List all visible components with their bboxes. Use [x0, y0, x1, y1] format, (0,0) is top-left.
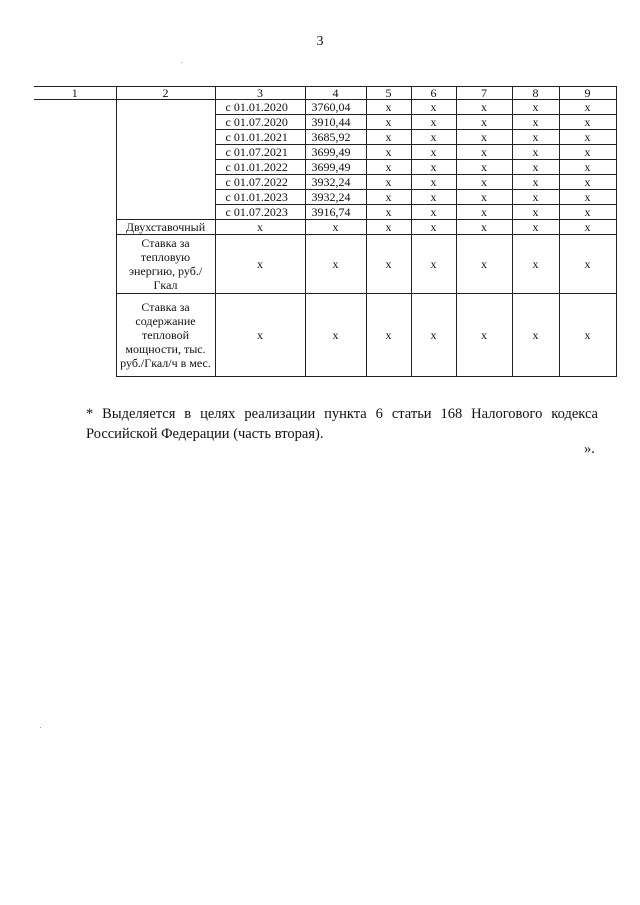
- column-header: 7: [456, 87, 512, 100]
- value-cell: 3932,24: [305, 190, 366, 205]
- period-cell: с 01.01.2022: [215, 160, 305, 175]
- period-cell: с 01.01.2021: [215, 130, 305, 145]
- x-mark-cell: x: [456, 160, 512, 175]
- x-mark-cell: x: [512, 220, 559, 235]
- value-cell: 3699,49: [305, 160, 366, 175]
- value-cell: 3932,24: [305, 175, 366, 190]
- x-mark-cell: x: [366, 130, 411, 145]
- x-mark-cell: x: [366, 115, 411, 130]
- column-header: 4: [305, 87, 366, 100]
- x-mark-cell: x: [512, 175, 559, 190]
- rate-label-cell: Двухставочный: [116, 220, 215, 235]
- period-cell: с 01.07.2021: [215, 145, 305, 160]
- x-mark-cell: x: [512, 190, 559, 205]
- x-mark-cell: x: [512, 294, 559, 377]
- period-cell: с 01.01.2020: [215, 100, 305, 115]
- period-cell: с 01.07.2022: [215, 175, 305, 190]
- x-mark-cell: x: [366, 100, 411, 115]
- period-row: [34, 100, 616, 115]
- page-number: 3: [316, 34, 324, 49]
- x-mark-cell: x: [411, 294, 456, 377]
- value-cell: 3685,92: [305, 130, 366, 145]
- x-mark-cell: x: [456, 100, 512, 115]
- x-mark-cell: x: [559, 190, 616, 205]
- x-mark-cell: x: [456, 294, 512, 377]
- x-mark-cell: x: [559, 160, 616, 175]
- x-mark-cell: x: [512, 115, 559, 130]
- value-cell: 3760,04: [305, 100, 366, 115]
- x-mark-cell: x: [411, 145, 456, 160]
- rate-row: [34, 294, 616, 377]
- x-mark-cell: x: [512, 145, 559, 160]
- blank-col2-cell: [116, 100, 215, 220]
- x-mark-cell: x: [215, 220, 305, 235]
- x-mark-cell: x: [456, 145, 512, 160]
- rate-row: [34, 235, 616, 294]
- x-mark-cell: x: [411, 190, 456, 205]
- column-header: 1: [34, 87, 116, 100]
- value-cell: 3699,49: [305, 145, 366, 160]
- x-mark-cell: x: [305, 220, 366, 235]
- x-mark-cell: x: [366, 220, 411, 235]
- column-header: 2: [116, 87, 215, 100]
- x-mark-cell: x: [512, 205, 559, 220]
- x-mark-cell: x: [559, 115, 616, 130]
- x-mark-cell: x: [411, 175, 456, 190]
- x-mark-cell: x: [559, 205, 616, 220]
- x-mark-cell: x: [411, 160, 456, 175]
- x-mark-cell: x: [456, 175, 512, 190]
- footnote: * Выделяется в целях реализации пункта 6 статьи 168 Налогового кодекса Российской Федерации (часть вторая).: [86, 406, 598, 442]
- x-mark-cell: x: [559, 130, 616, 145]
- x-mark-cell: x: [411, 235, 456, 294]
- x-mark-cell: x: [215, 294, 305, 377]
- x-mark-cell: x: [512, 160, 559, 175]
- x-mark-cell: x: [411, 100, 456, 115]
- x-mark-cell: x: [559, 145, 616, 160]
- x-mark-cell: x: [512, 130, 559, 145]
- x-mark-cell: x: [512, 235, 559, 294]
- x-mark-cell: x: [411, 115, 456, 130]
- x-mark-cell: x: [456, 115, 512, 130]
- x-mark-cell: x: [366, 160, 411, 175]
- scan-speck: [40, 727, 41, 728]
- value-cell: 3916,74: [305, 205, 366, 220]
- x-mark-cell: x: [559, 100, 616, 115]
- value-cell: 3910,44: [305, 115, 366, 130]
- column-header: 6: [411, 87, 456, 100]
- scan-speck: [181, 62, 182, 63]
- column-header: 5: [366, 87, 411, 100]
- period-cell: с 01.07.2020: [215, 115, 305, 130]
- column-header: 3: [215, 87, 305, 100]
- x-mark-cell: x: [559, 175, 616, 190]
- column-header: 9: [559, 87, 616, 100]
- closing-quote: ».: [584, 441, 595, 457]
- x-mark-cell: x: [456, 130, 512, 145]
- blank-col1-cell: [34, 100, 116, 377]
- x-mark-cell: x: [559, 294, 616, 377]
- x-mark-cell: x: [456, 205, 512, 220]
- x-mark-cell: x: [366, 190, 411, 205]
- rate-label-cell: Ставка за тепловую энергию, руб./Гкал: [116, 235, 215, 294]
- x-mark-cell: x: [305, 235, 366, 294]
- x-mark-cell: x: [456, 190, 512, 205]
- x-mark-cell: x: [366, 145, 411, 160]
- x-mark-cell: x: [366, 235, 411, 294]
- x-mark-cell: x: [366, 175, 411, 190]
- x-mark-cell: x: [559, 235, 616, 294]
- x-mark-cell: x: [305, 294, 366, 377]
- period-cell: с 01.01.2023: [215, 190, 305, 205]
- rate-label-cell: Ставка за содержание тепловой мощности, тыс. руб./Гкал/ч в мес.: [116, 294, 215, 377]
- tariff-table: [34, 86, 617, 377]
- x-mark-cell: x: [456, 220, 512, 235]
- x-mark-cell: x: [366, 294, 411, 377]
- x-mark-cell: x: [366, 205, 411, 220]
- x-mark-cell: x: [411, 130, 456, 145]
- x-mark-cell: x: [512, 100, 559, 115]
- x-mark-cell: x: [456, 235, 512, 294]
- x-mark-cell: x: [411, 205, 456, 220]
- column-header: 8: [512, 87, 559, 100]
- x-mark-cell: x: [215, 235, 305, 294]
- x-mark-cell: x: [559, 220, 616, 235]
- period-cell: с 01.07.2023: [215, 205, 305, 220]
- table-header-row: [34, 87, 616, 100]
- rate-row: [34, 220, 616, 235]
- x-mark-cell: x: [411, 220, 456, 235]
